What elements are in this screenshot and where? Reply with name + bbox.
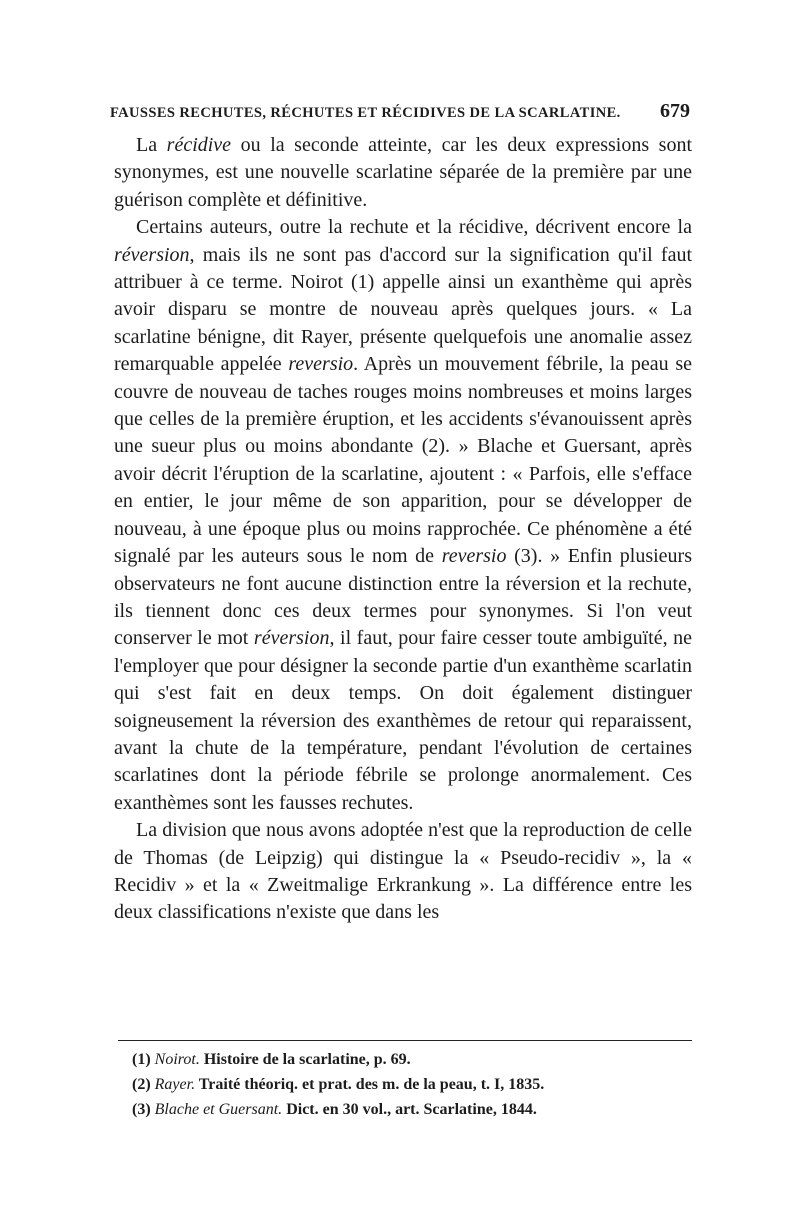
footnote: [132, 1072, 692, 1097]
body-text: [114, 132, 692, 927]
italic-term: récidive: [166, 134, 232, 156]
text-run: (3). » Enfin plusieurs observateurs ne font aucune distinction entre la réversion et la rechute, ils tiennent donc ces deux termes pour synonymes. Si l'on veut conserver le mot: [114, 545, 692, 650]
footnote-number: (3): [132, 1101, 155, 1118]
footnote-text: Histoire de la scarlatine, p. 69.: [199, 1051, 411, 1068]
footnotes: [132, 1047, 692, 1122]
footnote-rule: [118, 1040, 692, 1041]
running-head: FAUSSES RECHUTES, RÉCHUTES ET RÉCIDIVES DE LA SCARLATINE.: [110, 105, 621, 121]
paragraph: [114, 132, 692, 214]
italic-term: reversio: [441, 545, 507, 568]
page-header: [110, 100, 690, 123]
footnote-text: Dict. en 30 vol., art. Scarlatine, 1844.: [282, 1101, 537, 1118]
text-run: La: [136, 134, 167, 156]
paragraph: [114, 817, 692, 927]
footnote-author: Blache et Guersant.: [154, 1101, 283, 1118]
page-number: 679: [660, 100, 690, 122]
text-run: Certains auteurs, outre la rechute et la récidive, décrivent encore la: [136, 216, 692, 239]
footnote-author: Noirot.: [154, 1051, 200, 1068]
footnote-text: Traité théoriq. et prat. des m. de la peau, t. I, 1835.: [195, 1076, 545, 1093]
footnote-number: (2): [132, 1076, 155, 1093]
footnote-author: Rayer.: [154, 1076, 196, 1093]
text-run: . Après un mouvement fébrile, la peau se couvre de nouveau de taches rouges moins nombreuses et moins larges que celles de la première éruption, et les accidents s'évanouissent après une sueur plus ou moins abondante (2). » Blache et Guersant, après avoir décrit l'éruption de la scarlatine, ajoutent : « Parfois, elle s'efface en entier, le jour même de son apparition, pour se développer de nouveau, à une époque plus ou moins rapprochée. Ce phénomène a été signalé par les auteurs sous le nom de: [114, 353, 692, 568]
footnote-number: (1): [132, 1051, 155, 1068]
footnote: [132, 1097, 692, 1122]
text-run: La division que nous avons adoptée n'est que la reproduction de celle de Thomas (de Leipzig) qui distingue la « Pseudo-recidiv », la « Recidiv » et la « Zweitmalige Erkrankung ». La différence entre les deux classifications n'existe que dans les: [114, 819, 692, 924]
text-run: , mais ils ne sont pas d'accord sur la signification qu'il faut attribuer à ce terme. Noirot (1) appelle ainsi un exanthème qui après avoir disparu se montre de nouveau après quelques jours. « La scarlatine bénigne, dit Rayer, présente quelquefois une anomalie assez remarquable appelée: [114, 243, 692, 376]
italic-term: reversio: [288, 353, 354, 376]
text-run: , il faut, pour faire cesser toute ambiguïté, ne l'employer que pour désigner la seconde partie d'un exanthème scarlatin qui s'est fait en deux temps. On doit également distinguer soigneusement la réversion des exanthèmes de retour qui reparaissent, avant la chute de la température, pendant l'évolution de certaines scarlatines dont la période fébrile se prolonge anormalement. Ces exanthèmes sont les fausses rechutes.: [114, 627, 693, 814]
italic-term: réversion: [253, 627, 330, 650]
italic-term: réversion: [114, 243, 190, 266]
text-run: ou la seconde atteinte, car les deux expressions sont synonymes, est une nouvelle scarlatine séparée de la première par une guérison complète et définitive.: [114, 134, 692, 211]
paragraph: [114, 214, 692, 817]
footnote: [132, 1047, 692, 1072]
